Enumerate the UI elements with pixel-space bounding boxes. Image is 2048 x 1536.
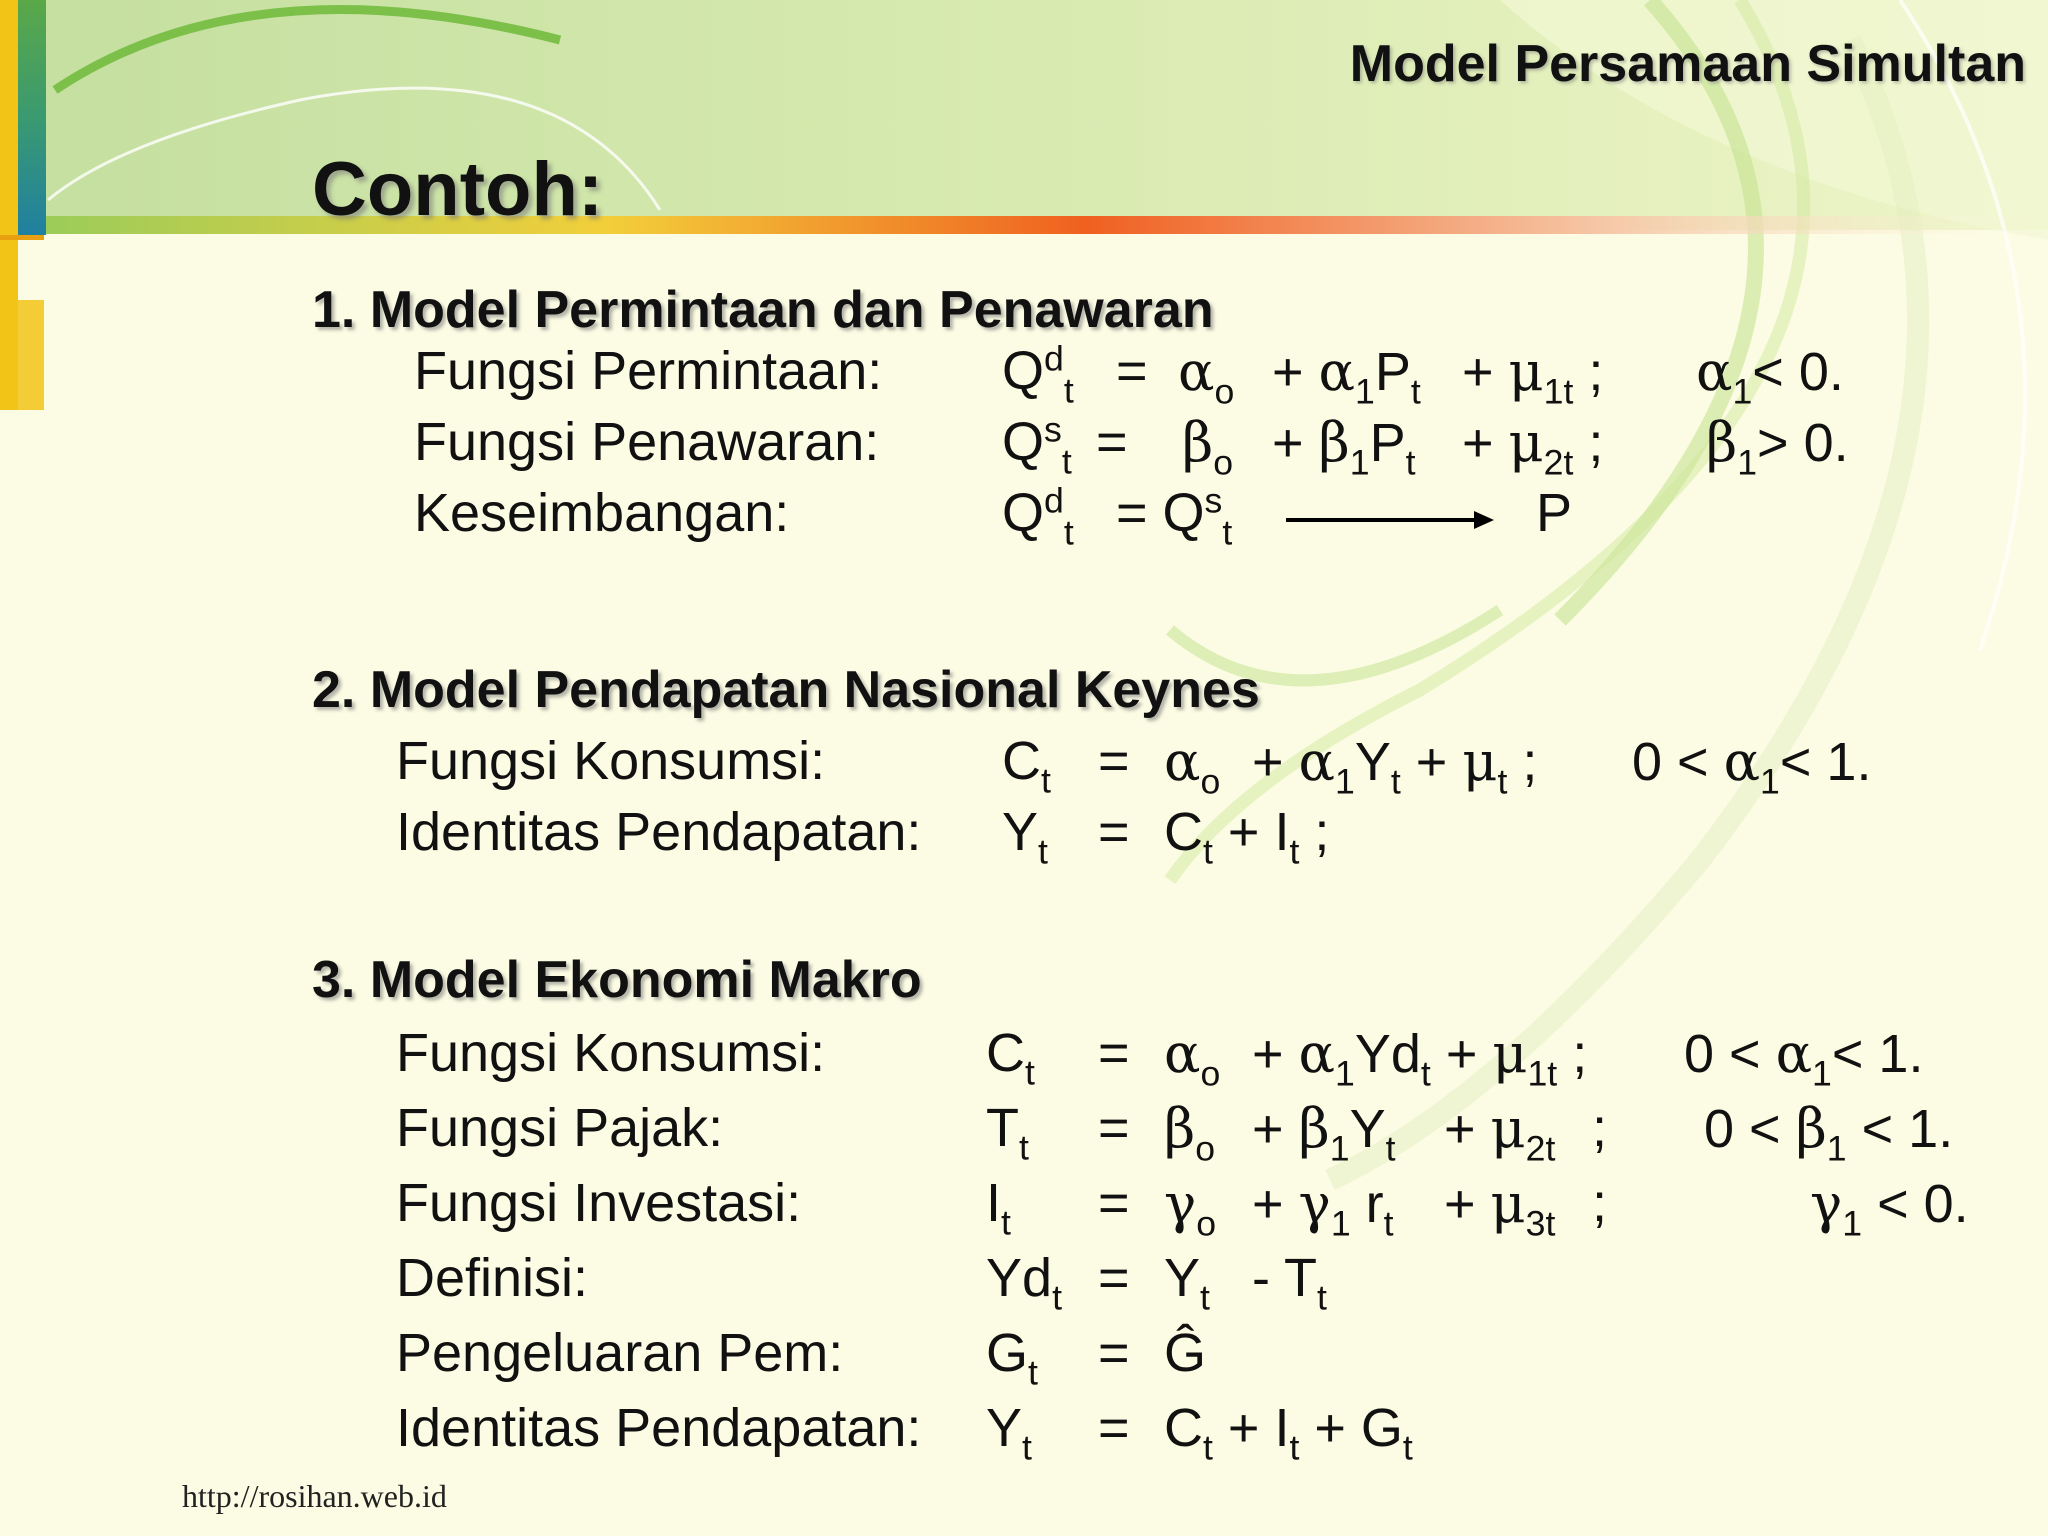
condition: $\gamma_1 < 0$. bbox=[1810, 1172, 1969, 1244]
condition: $0 < \beta_1 < 1$. bbox=[1704, 1097, 1954, 1169]
term-1: $Y_t$ bbox=[1164, 1248, 1210, 1318]
semicolon: ; bbox=[1592, 1173, 1608, 1233]
equals-sign: = bbox=[1098, 731, 1130, 791]
row-label: Pengeluaran Pem: bbox=[396, 1323, 844, 1383]
row-label: Definisi: bbox=[396, 1248, 589, 1308]
row-label: Fungsi Investasi: bbox=[396, 1173, 802, 1233]
lhs: $Q^d_t$ bbox=[1002, 338, 1074, 411]
term-1: Ĝ bbox=[1164, 1323, 1207, 1383]
term-1: $\beta_o$ bbox=[1164, 1097, 1216, 1169]
equals-sign: = bbox=[1098, 1398, 1130, 1458]
lhs: $Y_t$ bbox=[1002, 802, 1048, 872]
term-2: + $\alpha_1Yd_t + \mu_{1t}$ ; bbox=[1252, 1022, 1588, 1094]
condition: $\alpha_1< 0$. bbox=[1696, 340, 1844, 412]
lhs: $Y_t$ bbox=[986, 1398, 1032, 1468]
equals-sign: = bbox=[1098, 1248, 1130, 1308]
row-label: Keseimbangan: bbox=[414, 483, 790, 543]
condition: $0 < \alpha_1< 1$. bbox=[1684, 1022, 1924, 1094]
row-label: Identitas Pendapatan: bbox=[396, 802, 922, 862]
equals-sign: = bbox=[1098, 1098, 1130, 1158]
lhs: $C_t$ bbox=[986, 1023, 1035, 1093]
section-title: 2. Model Pendapatan Nasional Keynes bbox=[312, 661, 1260, 719]
term-1: $\alpha_o$ bbox=[1164, 1022, 1221, 1094]
equals-sign: = bbox=[1116, 341, 1148, 401]
row-label: Fungsi Penawaran: bbox=[414, 412, 880, 472]
term-2: + $\beta_1Y_t$ bbox=[1252, 1097, 1396, 1169]
lhs: $I_t$ bbox=[986, 1173, 1011, 1243]
term-3: + $\mu_{3t}$ bbox=[1444, 1172, 1556, 1244]
semicolon: ; bbox=[1592, 1098, 1608, 1158]
condition: $\beta_1> 0$. bbox=[1706, 411, 1849, 483]
lhs: $T_t$ bbox=[986, 1098, 1029, 1168]
lhs: $Q^d_t$ bbox=[1002, 480, 1074, 553]
lhs: $Q^s_t$ bbox=[1002, 409, 1072, 482]
lhs: $G_t$ bbox=[986, 1323, 1038, 1393]
equilibrium-condition: = $Q^s_t$ bbox=[1116, 480, 1233, 553]
row-label: Fungsi Permintaan: bbox=[414, 341, 883, 401]
row-label: Fungsi Pajak: bbox=[396, 1098, 724, 1158]
equals-sign: = bbox=[1096, 412, 1128, 472]
term-3: + $\mu_{2t}$ bbox=[1444, 1097, 1556, 1169]
equals-sign: = bbox=[1098, 1173, 1130, 1233]
term-2: + $\gamma_1$ $r_t$ bbox=[1252, 1172, 1394, 1244]
term-2: + $\alpha_1Y_t + \mu_t$ ; bbox=[1252, 730, 1538, 802]
section-title: 1. Model Permintaan dan Penawaran bbox=[312, 281, 1214, 339]
footer-url[interactable]: http://rosihan.web.id bbox=[182, 1478, 447, 1514]
condition: $0 < \alpha_1< 1$. bbox=[1632, 730, 1872, 802]
lhs: $Yd_t$ bbox=[986, 1248, 1062, 1318]
term-1: $\gamma_o$ bbox=[1164, 1172, 1217, 1244]
term-1: $C_t + I_t$ ; bbox=[1164, 802, 1330, 872]
heading: Contoh: bbox=[312, 147, 604, 232]
row-label: Fungsi Konsumsi: bbox=[396, 1023, 826, 1083]
equals-sign: = bbox=[1098, 1023, 1130, 1083]
term-1: $\alpha_o$ bbox=[1178, 340, 1235, 412]
row-label: Identitas Pendapatan: bbox=[396, 1398, 922, 1458]
arrow-icon bbox=[1282, 505, 1502, 535]
slide-title: Model Persamaan Simultan bbox=[1349, 35, 2026, 93]
row-label: Fungsi Konsumsi: bbox=[396, 731, 826, 791]
section-title: 3. Model Ekonomi Makro bbox=[312, 951, 922, 1009]
term-2: + $\beta_1P_t$ bbox=[1272, 411, 1416, 483]
equals-sign: = bbox=[1098, 1323, 1130, 1383]
term-1: $\beta_o$ bbox=[1182, 411, 1234, 483]
term-3: + $\mu_{1t}$ ; bbox=[1462, 340, 1604, 412]
term-2: + $\alpha_1P_t$ bbox=[1272, 340, 1421, 412]
result: P bbox=[1536, 483, 1573, 543]
lhs: $C_t$ bbox=[1002, 731, 1051, 801]
equals-sign: = bbox=[1098, 802, 1130, 862]
term-1: $\alpha_o$ bbox=[1164, 730, 1221, 802]
term-2: - $T_t$ bbox=[1252, 1248, 1327, 1318]
term-1: $C_t + I_t + G_t$ bbox=[1164, 1398, 1413, 1468]
term-3: + $\mu_{2t}$ ; bbox=[1462, 411, 1604, 483]
